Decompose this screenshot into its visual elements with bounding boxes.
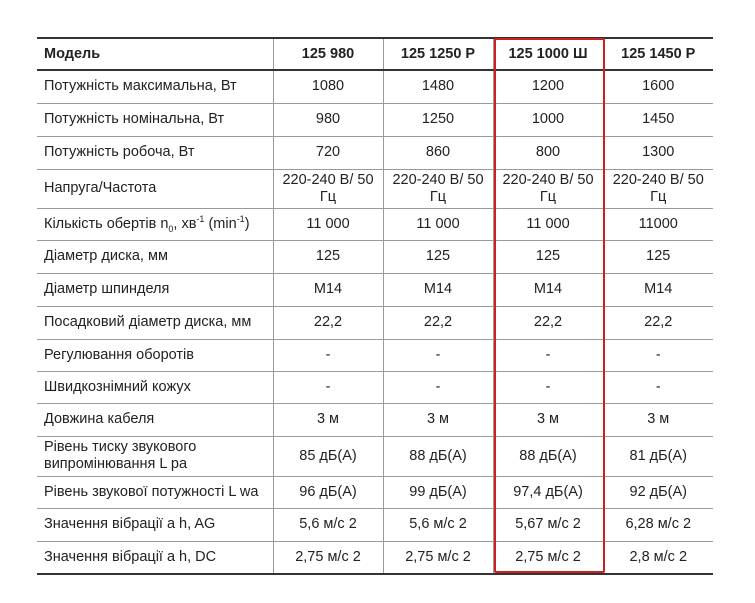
cell-value: 220-240 В/ 50 Гц — [383, 169, 493, 208]
cell-value: 1450 — [603, 103, 713, 136]
cell-value: 1480 — [383, 70, 493, 103]
cell-value: 220-240 В/ 50 Гц — [493, 169, 603, 208]
cell-value: 980 — [273, 103, 383, 136]
rpm-label-text: Кількість обертів n — [44, 215, 169, 232]
row-label: Потужність робоча, Вт — [37, 136, 273, 169]
table-row — [37, 70, 713, 103]
cell-value: 2,8 м/с 2 — [603, 541, 713, 574]
cell-value: 99 дБ(А) — [383, 476, 493, 508]
row-label: Довжина кабеля — [37, 403, 273, 436]
cell-value: 22,2 — [493, 306, 603, 339]
table-row — [37, 273, 713, 306]
rpm-label-superscript-alt: -1 — [236, 213, 245, 224]
cell-value: 88 дБ(А) — [493, 436, 603, 476]
row-label: Потужність максимальна, Вт — [37, 70, 273, 103]
header-model-125-980: 125 980 — [273, 38, 383, 70]
header-model-125-1250-p: 125 1250 Р — [383, 38, 493, 70]
cell-value: 125 — [383, 240, 493, 273]
table-row — [37, 208, 713, 240]
cell-value: 22,2 — [603, 306, 713, 339]
row-label: Потужність номінальна, Вт — [37, 103, 273, 136]
cell-value: 125 — [273, 240, 383, 273]
table-row — [37, 169, 713, 208]
row-label: Швидкознімний кожух — [37, 371, 273, 403]
cell-value: - — [383, 339, 493, 371]
cell-value: 11000 — [603, 208, 713, 240]
cell-value: 5,67 м/с 2 — [493, 508, 603, 541]
cell-value: - — [383, 371, 493, 403]
table-row — [37, 436, 713, 476]
cell-value: 860 — [383, 136, 493, 169]
cell-value: 22,2 — [383, 306, 493, 339]
cell-value: М14 — [603, 273, 713, 306]
table-row — [37, 240, 713, 273]
row-label: Рівень звукової потужності L wa — [37, 476, 273, 508]
cell-value: 3 м — [383, 403, 493, 436]
cell-value: 1300 — [603, 136, 713, 169]
row-label — [37, 208, 273, 240]
cell-value: 85 дБ(А) — [273, 436, 383, 476]
table-row — [37, 306, 713, 339]
cell-value: - — [603, 371, 713, 403]
cell-value: 720 — [273, 136, 383, 169]
table-row — [37, 103, 713, 136]
rpm-label-superscript: -1 — [196, 213, 205, 224]
cell-value: 2,75 м/с 2 — [273, 541, 383, 574]
cell-value: 11 000 — [493, 208, 603, 240]
rpm-label-unit: , хв — [173, 215, 197, 232]
cell-value: 92 дБ(А) — [603, 476, 713, 508]
cell-value: 125 — [493, 240, 603, 273]
cell-value: 3 м — [273, 403, 383, 436]
specifications-table — [37, 37, 713, 575]
row-label: Діаметр диска, мм — [37, 240, 273, 273]
cell-value: 81 дБ(А) — [603, 436, 713, 476]
row-label: Значення вібрації a h, AG — [37, 508, 273, 541]
table-row — [37, 508, 713, 541]
row-label: Напруга/Частота — [37, 169, 273, 208]
row-label: Діаметр шпинделя — [37, 273, 273, 306]
table-row — [37, 136, 713, 169]
row-label: Значення вібрації a h, DC — [37, 541, 273, 574]
cell-value: 88 дБ(А) — [383, 436, 493, 476]
cell-value: 11 000 — [383, 208, 493, 240]
table-row — [37, 541, 713, 574]
cell-value: 22,2 — [273, 306, 383, 339]
header-model-125-1450-p: 125 1450 Р — [603, 38, 713, 70]
cell-value: 125 — [603, 240, 713, 273]
table-header-row — [37, 38, 713, 70]
cell-value: - — [493, 371, 603, 403]
rpm-label-close: ) — [244, 215, 250, 232]
cell-value: 5,6 м/с 2 — [383, 508, 493, 541]
cell-value: 2,75 м/с 2 — [493, 541, 603, 574]
cell-value: 1600 — [603, 70, 713, 103]
row-label: Рівень тиску звукового випромінювання L pa — [37, 436, 273, 476]
header-model-125-1000-sh: 125 1000 Ш — [493, 38, 603, 70]
rpm-label-subscript: 0 — [168, 223, 174, 234]
cell-value: М14 — [493, 273, 603, 306]
cell-value: 800 — [493, 136, 603, 169]
table-row — [37, 339, 713, 371]
rpm-label-unit-alt: (min — [204, 215, 237, 232]
table-row — [37, 371, 713, 403]
cell-value: - — [493, 339, 603, 371]
cell-value: 1000 — [493, 103, 603, 136]
cell-value: 3 м — [603, 403, 713, 436]
cell-value: 97,4 дБ(А) — [493, 476, 603, 508]
cell-value: 96 дБ(А) — [273, 476, 383, 508]
cell-value: 1250 — [383, 103, 493, 136]
cell-value: 1200 — [493, 70, 603, 103]
cell-value: - — [273, 371, 383, 403]
cell-value: 3 м — [493, 403, 603, 436]
table-row — [37, 476, 713, 508]
cell-value: 220-240 В/ 50 Гц — [273, 169, 383, 208]
cell-value: 6,28 м/с 2 — [603, 508, 713, 541]
cell-value: 220-240 В/ 50 Гц — [603, 169, 713, 208]
row-label: Регулювання оборотів — [37, 339, 273, 371]
cell-value: - — [603, 339, 713, 371]
row-label: Посадковий діаметр диска, мм — [37, 306, 273, 339]
cell-value: 11 000 — [273, 208, 383, 240]
cell-value: 2,75 м/с 2 — [383, 541, 493, 574]
header-model-label: Модель — [37, 38, 273, 70]
cell-value: М14 — [383, 273, 493, 306]
cell-value: 5,6 м/с 2 — [273, 508, 383, 541]
table-row — [37, 403, 713, 436]
cell-value: - — [273, 339, 383, 371]
cell-value: М14 — [273, 273, 383, 306]
cell-value: 1080 — [273, 70, 383, 103]
